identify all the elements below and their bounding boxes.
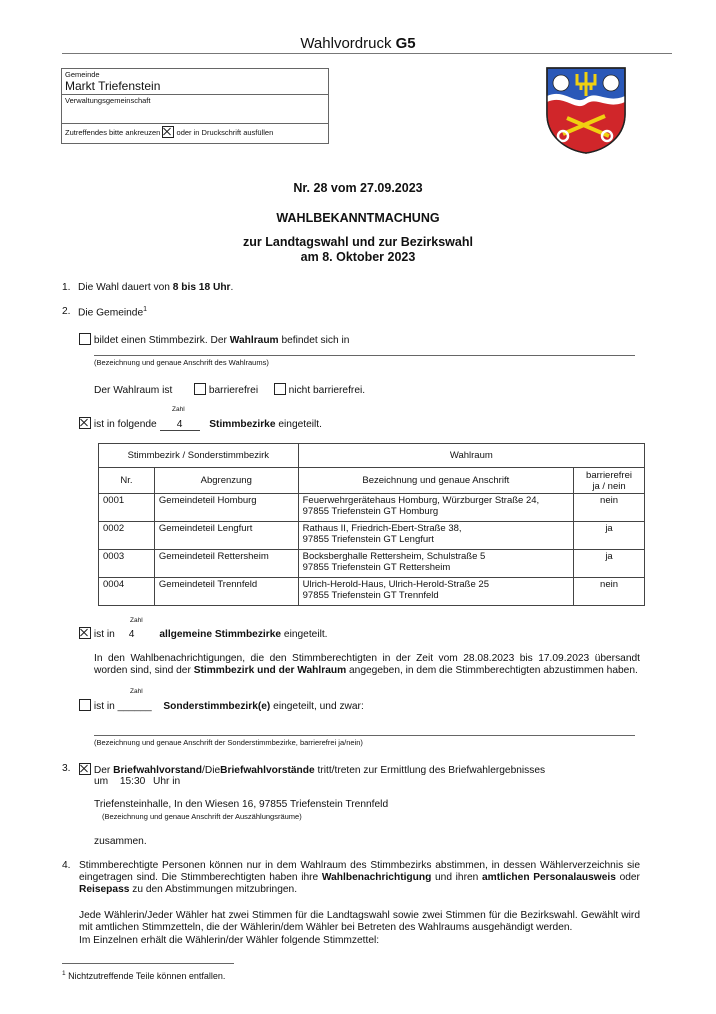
briefwahl-checkbox[interactable] xyxy=(79,763,91,775)
notification-bold: Stimmbezirk und der Wahlraum xyxy=(193,665,347,676)
opt-c-post: eingeteilt. xyxy=(283,629,328,640)
special-district-count[interactable]: ______ xyxy=(117,701,152,712)
opt-a-pre: bildet einen Stimmbezirk. Der xyxy=(93,335,227,346)
cell-nr: 0002 xyxy=(99,522,155,550)
item-3-t2: /Die xyxy=(202,765,221,776)
item-1-pre: Die Wahl dauert von xyxy=(78,282,170,293)
wahlraum-line[interactable] xyxy=(94,355,635,356)
cell-abgrenzung: Gemeindeteil Lengfurt xyxy=(154,522,298,550)
item-3-b2: Briefwahlvorstände xyxy=(220,765,315,776)
cell-barrierefrei: nein xyxy=(574,578,645,606)
cell-barrierefrei: nein xyxy=(574,494,645,522)
cell-barrierefrei: ja xyxy=(574,522,645,550)
gemeinde-row xyxy=(62,69,328,95)
table-group-right: Wahlraum xyxy=(298,444,644,468)
notification-post: angegeben, in dem die Stimmberechtigten abzustimmen haben. xyxy=(349,665,638,676)
item-3-t1: Der xyxy=(93,765,111,776)
cell-abgrenzung: Gemeindeteil Homburg xyxy=(154,494,298,522)
cell-anschrift-line-2: 97855 Triefenstein GT Rettersheim xyxy=(302,562,451,573)
gemeinde-label: Gemeinde xyxy=(65,70,100,79)
count-time[interactable]: 15:30 xyxy=(119,776,146,787)
table-group-left: Stimmbezirk / Sonderstimmbezirk xyxy=(99,444,299,468)
cell-anschrift-line-2: 97855 Triefenstein GT Homburg xyxy=(302,506,439,517)
barrier-label: Der Wahlraum ist xyxy=(94,385,173,396)
sonder-caption: (Bezeichnung und genaue Anschrift der Sonderstimmbezirke, barrierefrei ja/nein) xyxy=(94,738,363,747)
barrier-row xyxy=(94,383,365,396)
item-4-number: 4. xyxy=(62,860,71,871)
cell-abgrenzung: Gemeindeteil Rettersheim xyxy=(154,550,298,578)
cell-anschrift xyxy=(298,494,573,522)
opt-d-pre: ist in xyxy=(93,701,115,712)
zahl-label-b: Zahl xyxy=(172,406,185,413)
checkbox-example-icon xyxy=(162,126,174,138)
district-count[interactable]: 4 xyxy=(160,419,200,431)
gemeinde-value[interactable]: Markt Triefenstein xyxy=(65,79,161,93)
nicht-barrierefrei-checkbox[interactable] xyxy=(274,383,286,395)
announcement-number: Nr. 28 vom 27.09.2023 xyxy=(293,181,423,195)
district-table xyxy=(98,443,645,606)
count-location-caption: (Bezeichnung und genaue Anschrift der Auszählungsräume) xyxy=(102,812,302,821)
col-nr: Nr. xyxy=(99,468,155,494)
opt-b-pre: ist in folgende xyxy=(93,419,157,430)
fill-hint-after: oder in Druckschrift ausfüllen xyxy=(176,128,274,137)
opt-a-post: befindet sich in xyxy=(281,335,350,346)
sonder-line[interactable] xyxy=(94,735,635,736)
item-1-text xyxy=(78,282,233,293)
general-district-count[interactable]: 4 xyxy=(128,629,135,640)
item-3-number: 3. xyxy=(62,763,71,774)
item-3-t3: tritt/treten zur Ermittlung des Briefwahlergebnisses xyxy=(317,765,546,776)
cell-anschrift-line-1: Bocksberghalle Rettersheim, Schulstraße 5 xyxy=(302,551,486,562)
item-4-p1-mid: und ihren xyxy=(434,872,479,883)
coat-of-arms-icon xyxy=(545,66,627,154)
table-row xyxy=(99,494,645,522)
col-barrierefrei xyxy=(574,468,645,494)
opt-d-post: eingeteilt, und zwar: xyxy=(273,701,364,712)
barrierefrei-checkbox[interactable] xyxy=(194,383,206,395)
col-abgrenzung: Abgrenzung xyxy=(154,468,298,494)
fill-hint-before: Zutreffendes bitte ankreuzen xyxy=(65,128,161,137)
item-4-paragraph-3: Im Einzelnen erhält die Wählerin/der Wähler folgende Stimmzettel: xyxy=(79,935,380,946)
item-4-p1-b1: Wahlbenachrichtigung xyxy=(321,872,432,883)
item-2-number: 2. xyxy=(62,306,71,317)
item-4-p1-post: zu den Abstimmungen mitzubringen. xyxy=(132,884,298,895)
cell-anschrift xyxy=(298,578,573,606)
time-post: Uhr in xyxy=(153,776,181,787)
opt-d-bold: Sonderstimmbezirk(e) xyxy=(163,701,271,712)
cell-nr: 0003 xyxy=(99,550,155,578)
cell-anschrift-line-1: Ulrich-Herold-Haus, Ulrich-Herold-Straße 25 xyxy=(302,579,489,590)
table-row xyxy=(99,578,645,606)
form-code: G5 xyxy=(395,35,416,52)
footnote xyxy=(62,970,225,981)
item-3-text xyxy=(79,763,545,776)
item-3-b1: Briefwahlvorstand xyxy=(113,765,202,776)
zahl-label-d: Zahl xyxy=(130,688,143,695)
item-4-p1-or: oder xyxy=(619,872,640,883)
special-districts-checkbox[interactable] xyxy=(79,699,91,711)
footnote-divider xyxy=(62,963,234,964)
vg-row xyxy=(62,95,328,124)
form-header xyxy=(0,35,716,52)
cell-anschrift-line-2: 97855 Triefenstein GT Trennfeld xyxy=(302,590,439,601)
opt-b-bold: Stimmbezirke xyxy=(209,419,276,430)
zahl-label-c: Zahl xyxy=(130,617,143,624)
item-1-number: 1. xyxy=(62,282,71,293)
opt-c-pre: ist in xyxy=(93,629,115,640)
item-4-paragraph-2: Jede Wählerin/Jeder Wähler hat zwei Stimmen für die Landtagswahl sowie zwei Stimmen für die Bezirkswahl. Gewählt wird mit amtlichen Stimmzetteln, die der Wählerin/dem Wähler bei Betreten des Wahlraums ausgehändigt werden. xyxy=(79,910,640,933)
general-districts-checkbox[interactable] xyxy=(79,627,91,639)
single-district-checkbox[interactable] xyxy=(79,333,91,345)
item-4-p1-b2: amtlichen Personalausweis xyxy=(481,872,616,883)
col-anschrift: Bezeichnung und genaue Anschrift xyxy=(298,468,573,494)
wahlraum-caption: (Bezeichnung und genaue Anschrift des Wahlraums) xyxy=(94,358,269,367)
gemeinde-box xyxy=(61,68,329,144)
table-row xyxy=(99,522,645,550)
cell-nr: 0001 xyxy=(99,494,155,522)
option-multiple-districts xyxy=(79,417,322,431)
opt-b-post: eingeteilt. xyxy=(278,419,322,430)
item-4-p1-b3: Reisepass xyxy=(79,884,130,895)
multiple-districts-checkbox[interactable] xyxy=(79,417,91,429)
cell-abgrenzung: Gemeindeteil Trennfeld xyxy=(154,578,298,606)
fill-hint xyxy=(65,126,273,138)
election-hours: 8 bis 18 Uhr xyxy=(172,282,231,293)
barrierefrei-label: barrierefrei xyxy=(208,385,259,396)
col-barrierefrei-2: ja / nein xyxy=(592,480,626,492)
cell-anschrift-line-1: Rathaus II, Friedrich-Ebert-Straße 38, xyxy=(302,523,462,534)
opt-a-bold: Wahlraum xyxy=(229,335,279,346)
footnote-text: Nichtzutreffende Teile können entfallen. xyxy=(68,971,226,981)
cell-anschrift-line-1: Feuerwehrgerätehaus Homburg, Würzburger Straße 24, xyxy=(302,495,540,506)
table-row xyxy=(99,550,645,578)
option-special-districts xyxy=(79,699,364,712)
notification-pre: In den Wahlbenachrichtigungen, die den Stimmberechtigten in der Zeit vom 28.08.2023 bis 17.09.2023 übersandt worden sind, sind der xyxy=(94,653,640,676)
header-divider xyxy=(62,53,672,54)
time-pre: um xyxy=(94,776,109,787)
cell-anschrift xyxy=(298,522,573,550)
item-4-paragraph-1 xyxy=(79,860,640,896)
item-2-text xyxy=(78,306,147,318)
notification-paragraph xyxy=(94,653,640,677)
announcement-subtitle-2: am 8. Oktober 2023 xyxy=(300,250,416,264)
count-location[interactable]: Triefensteinhalle, In den Wiesen 16, 97855 Triefenstein Trennfeld xyxy=(94,799,389,810)
nicht-barrierefrei-label: nicht barrierefrei. xyxy=(288,385,366,396)
cell-nr: 0004 xyxy=(99,578,155,606)
option-general-districts xyxy=(79,627,328,640)
announcement-subtitle-1: zur Landtagswahl und zur Bezirkswahl xyxy=(243,235,473,249)
form-prefix: Wahlvordruck xyxy=(300,35,392,52)
item-3-closing: zusammen. xyxy=(94,836,147,847)
footnote-ref: 1 xyxy=(143,306,148,313)
announcement-title: WAHLBEKANNTMACHUNG xyxy=(276,211,440,225)
cell-barrierefrei: ja xyxy=(574,550,645,578)
footnote-marker: 1 xyxy=(62,970,66,977)
option-single-district xyxy=(79,333,349,346)
cell-anschrift-line-2: 97855 Triefenstein GT Lengfurt xyxy=(302,534,434,545)
cell-anschrift xyxy=(298,550,573,578)
col-barrierefrei-1: barrierefrei xyxy=(586,469,632,481)
item-2-label: Die Gemeinde xyxy=(78,307,144,319)
opt-c-bold: allgemeine Stimmbezirke xyxy=(159,629,282,640)
count-time-row xyxy=(94,776,180,787)
vg-label: Verwaltungsgemeinschaft xyxy=(65,96,151,105)
item-4-p1-pre: Stimmberechtigte Personen können nur in dem Wahlraum des Stimmbezirks abstimmen, in dessen Wählerverzeichnis sie eingetragen sind. Die Stimmberechtigten haben ihre xyxy=(79,860,640,883)
item-1-post: . xyxy=(230,282,234,293)
